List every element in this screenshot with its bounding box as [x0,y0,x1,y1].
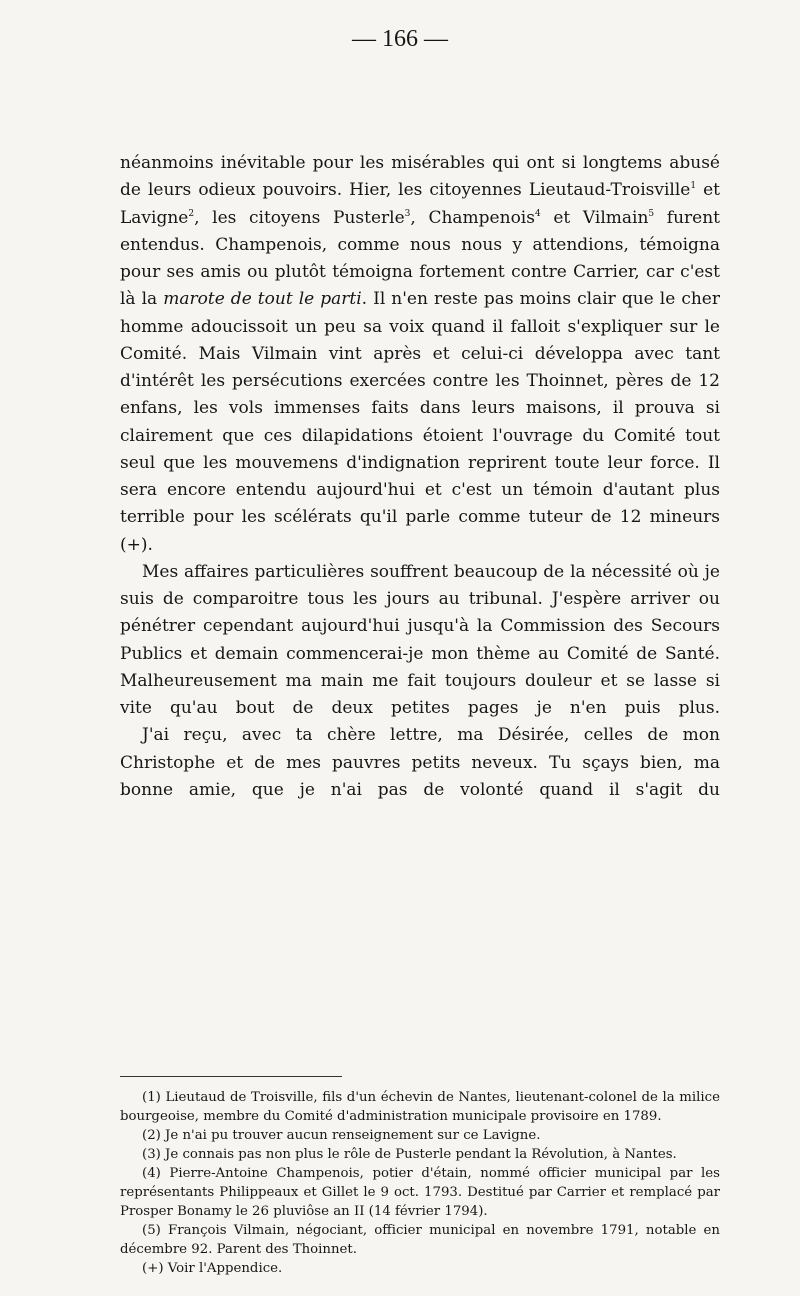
footnote-5: (5) François Vilmain, négociant, officier municipal en novembre 1791, notable en décembre 92. Parent des Thoinnet. [120,1223,720,1257]
paragraph-1-part-c: , les citoyens Pusterle [194,207,405,228]
footnote-ref-5: 5 [648,208,655,219]
paragraph-1 [120,150,720,559]
footnote-3: (3) Je connais pas non plus le rôle de Pusterle pendant la Révolution, à Nantes. [142,1147,677,1162]
footnote-ref-1: 1 [690,181,697,192]
paragraph-1-part-b: et Lavigne [120,180,721,228]
footnote-ref-3: 3 [404,208,411,219]
footnotes [120,1088,720,1278]
paragraph-1-part-a: néanmoins inévitable pour les misérables qui ont si longtems abusé de leurs odieux pouvoirs. Hier, les citoyennes Lieutaud-Troisville [120,153,720,201]
paragraph-3: J'ai reçu, avec ta chère lettre, ma Désirée, celles de mon Christophe et de mes pauvres petits neveux. Tu sçays bien, ma bonne amie, que je n'ai pas de volonté quand il s'agit du [120,725,720,800]
footnote-divider [120,1076,342,1077]
footnote-2: (2) Je n'ai pu trouver aucun renseignement sur ce Lavigne. [142,1128,541,1143]
paragraph-1-part-e: et Vilmain [540,207,649,228]
footnote-1: (1) Lieutaud de Troisville, fils d'un échevin de Nantes, lieutenant-colonel de la milice bourgeoise, membre du Comité d'administration municipale provisoire en 1789. [120,1090,720,1124]
letter-body [120,150,720,804]
paragraph-1-part-h: . Il n'en reste pas moins clair que le cher homme adoucissoit un peu sa voix quand il falloit s'expliquer sur le Comité. Mais Vilmain vint après et celui-ci développa avec tant d'intérêt les persécutions exercées contre les Thoinnet, pères de 12 enfans, les vols immenses faits dans leurs maisons, il prouva si clairement que ces dilapidations étoient l'ouvrage du Comité tout seul que les mouvemens d'indignation reprirent toute leur force. Il sera encore entendu aujourd'hui et c'est un témoin d'autant plus terrible pour les scélérats qu'il parle comme tuteur de 12 mineurs (+). [120,289,720,555]
page-number: — 166 — [352,26,448,52]
footnote-ref-4: 4 [534,208,541,219]
footnote-appendix: (+) Voir l'Appendice. [142,1261,283,1276]
footnote-4: (4) Pierre-Antoine Champenois, potier d'étain, nommé officier municipal par les représentants Philippeaux et Gillet le 9 oct. 1793. Destitué par Carrier et remplacé par Prosper Bonamy le 26 pluviôse an II (14 février 1794). [120,1166,720,1219]
footnote-ref-2: 2 [188,208,195,219]
paragraph-1-part-f: furent entendus. Champenois, comme nous nous y attendions, témoigna pour ses amis ou plutôt témoigna fortement contre Carrier, car c'est là la [120,207,721,310]
italic-phrase: marote de tout le parti [163,289,362,310]
paragraph-2: Mes affaires particulières souffrent beaucoup de la nécessité où je suis de comparoitre tous les jours au tribunal. J'espère arriver ou pénétrer cependant aujourd'hui jusqu'à la Commission des Secours Publics et demain commencerai-je mon thème au Comité de Santé. Malheureusement ma main me fait toujours douleur et se lasse si vite qu'au bout de deux petites pages je n'en puis plus. [120,561,720,718]
paragraph-1-part-d: , Champenois [410,207,535,228]
